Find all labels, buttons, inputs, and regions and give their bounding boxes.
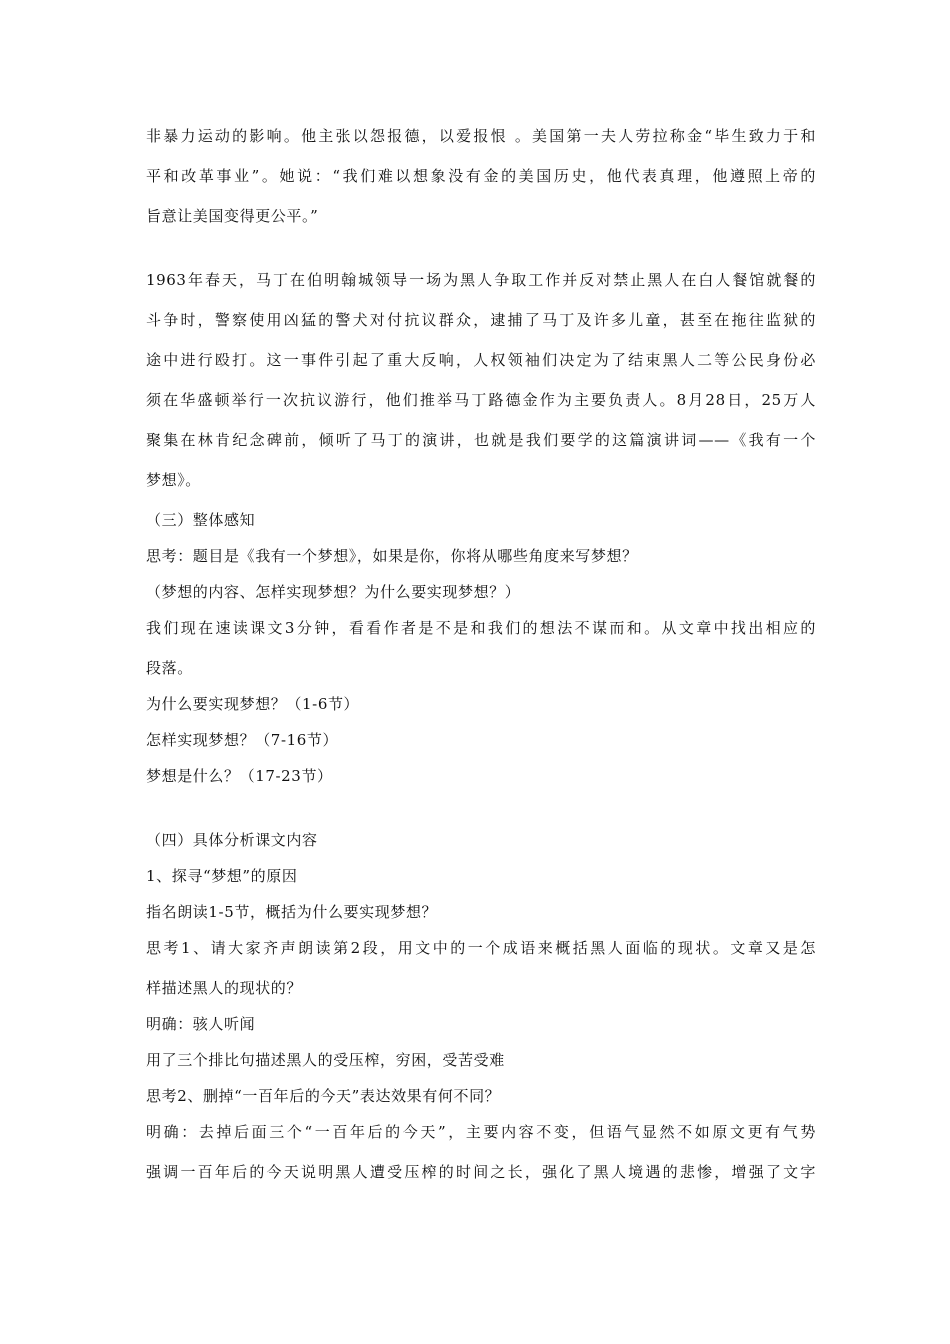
text-line: 明确：去掉后面三个“一百年后的今天”，主要内容不变，但语气显然不如原文更有气势 bbox=[146, 1123, 816, 1141]
section-heading: （三）整体感知 bbox=[146, 511, 256, 529]
text-line: 斗争时，警察使用凶猛的警犬对付抗议群众，逮捕了马丁及许多儿童，甚至在拖往监狱的 bbox=[146, 311, 816, 329]
text-line: 为什么要实现梦想？（1-6节） bbox=[146, 695, 360, 713]
text-line: 平和改革事业”。她说：“我们难以想象没有金的美国历史，他代表真理，他遵照上帝的 bbox=[146, 167, 816, 185]
text-line: 强调一百年后的今天说明黑人遭受压榨的时间之长，强化了黑人境遇的悲惨，增强了文字 bbox=[146, 1163, 816, 1181]
text-line: 段落。 bbox=[146, 659, 193, 677]
text-line: 我们现在速读课文3分钟，看看作者是不是和我们的想法不谋而和。从文章中找出相应的 bbox=[146, 619, 816, 637]
text-line: （梦想的内容、怎样实现梦想？为什么要实现梦想？） bbox=[146, 583, 521, 601]
text-line: 思考：题目是《我有一个梦想》，如果是你，你将从哪些角度来写梦想？ bbox=[146, 547, 638, 565]
text-line: 明确：骇人听闻 bbox=[146, 1015, 256, 1033]
text-line: 1963年春天，马丁在伯明翰城领导一场为黑人争取工作并反对禁止黑人在白人餐馆就餐的 bbox=[146, 271, 816, 289]
text-line: 梦想是什么？（17-23节） bbox=[146, 767, 333, 785]
text-line: 聚集在林肯纪念碑前，倾听了马丁的演讲，也就是我们要学的这篇演讲词——《我有一个 bbox=[146, 431, 816, 449]
text-line: 须在华盛顿举行一次抗议游行，他们推举马丁路德金作为主要负责人。8月28日，25万人 bbox=[146, 391, 816, 409]
text-line: 1、探寻“梦想”的原因 bbox=[146, 867, 298, 885]
section-heading: （四）具体分析课文内容 bbox=[146, 831, 318, 849]
text-line: 指名朗读1-5节，概括为什么要实现梦想？ bbox=[146, 903, 438, 921]
text-line: 用了三个排比句描述黑人的受压榨，穷困，受苦受难 bbox=[146, 1051, 505, 1069]
text-line: 途中进行殴打。这一事件引起了重大反响，人权领袖们决定为了结束黑人二等公民身份必 bbox=[146, 351, 816, 369]
text-line: 思考1、请大家齐声朗读第2段，用文中的一个成语来概括黑人面临的现状。文章又是怎 bbox=[146, 939, 816, 957]
text-line: 梦想》。 bbox=[146, 471, 201, 489]
text-line: 思考2、删掉“一百年后的今天”表达效果有何不同？ bbox=[146, 1087, 501, 1105]
text-line: 旨意让美国变得更公平。” bbox=[146, 207, 319, 225]
text-line: 非暴力运动的影响。他主张以怨报德，以爱报恨 。美国第一夫人劳拉称金“毕生致力于和 bbox=[146, 127, 816, 145]
text-line: 怎样实现梦想？（7-16节） bbox=[146, 731, 339, 749]
text-line: 样描述黑人的现状的？ bbox=[146, 979, 303, 997]
